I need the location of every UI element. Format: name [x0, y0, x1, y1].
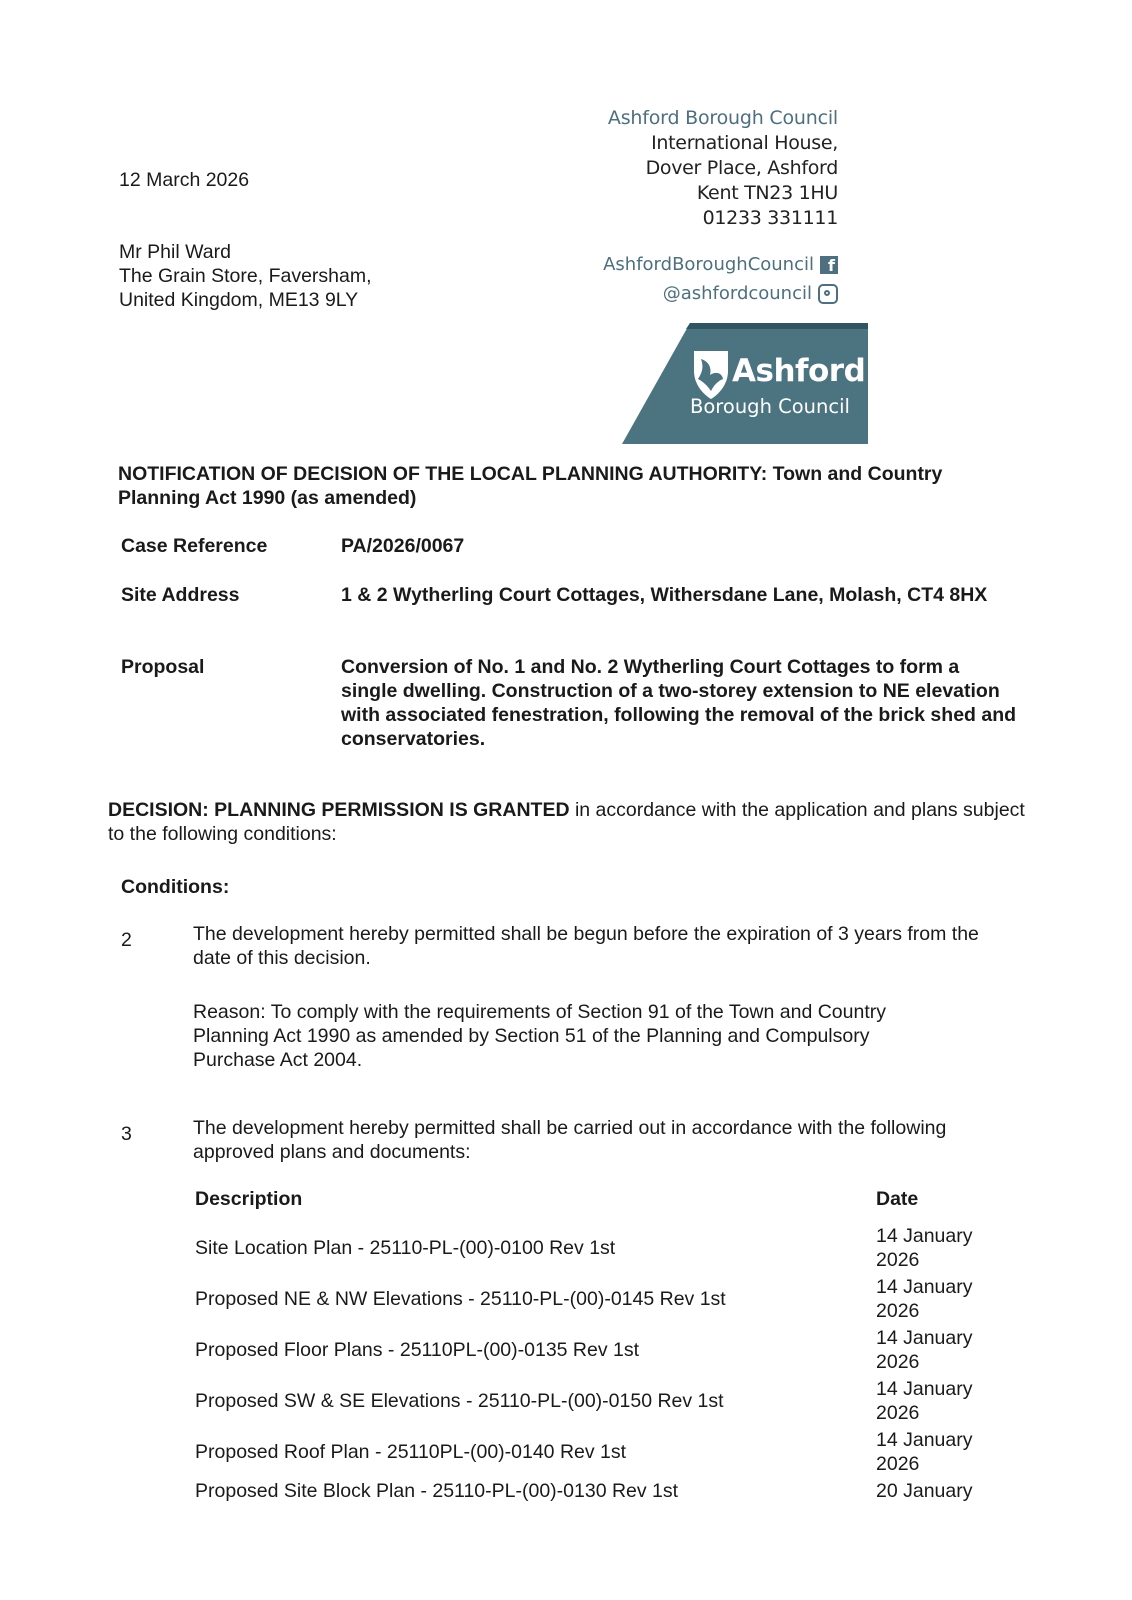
decision-text: in accordance with the application and plans subject to the following conditions: — [108, 799, 1025, 845]
condition-number: 3 — [121, 1123, 132, 1145]
plan-date: 14 January 2026 — [876, 1225, 973, 1271]
case-reference-label: Case Reference — [121, 535, 268, 557]
condition-text: The development hereby permitted shall be carried out in accordance with the following approved plans and documents: — [193, 1117, 947, 1163]
council-address-block — [608, 106, 838, 231]
plan-date: 14 January 2026 — [876, 1276, 973, 1322]
plan-description: Proposed NE & NW Elevations - 25110-PL-(00)-0145 Rev 1st — [195, 1288, 726, 1310]
facebook-handle: AshfordBoroughCouncil — [603, 254, 814, 275]
decision-heading: DECISION: PLANNING PERMISSION IS GRANTED — [108, 799, 570, 821]
plan-description: Proposed Roof Plan - 25110PL-(00)-0140 Rev 1st — [195, 1441, 627, 1463]
recipient-line-1: The Grain Store, Faversham, — [119, 265, 372, 287]
condition-number: 2 — [121, 929, 132, 951]
plan-date: 14 January 2026 — [876, 1327, 973, 1373]
plan-date: 14 January 2026 — [876, 1378, 973, 1424]
proposal-value: Conversion of No. 1 and No. 2 Wytherling Court Cottages to form a single dwelling. Construction of a two-storey extension to NE elevation with associated fenestration, following the removal of the brick shed and conservatories. — [341, 656, 1017, 750]
proposal-label: Proposal — [121, 656, 205, 678]
recipient-line-2: United Kingdom, ME13 9LY — [119, 289, 359, 311]
facebook-icon: f — [820, 256, 838, 274]
condition-text: The development hereby permitted shall be begun before the expiration of 3 years from the date of this decision. — [193, 923, 979, 969]
case-reference-value: PA/2026/0067 — [341, 535, 465, 557]
logo-text-borough-council: Borough Council — [690, 395, 850, 418]
plan-date: 14 January 2026 — [876, 1429, 973, 1475]
council-address-line: Dover Place, Ashford — [645, 157, 838, 179]
recipient-address — [119, 240, 372, 312]
conditions-heading: Conditions: — [121, 876, 230, 898]
table-header-date: Date — [876, 1188, 919, 1210]
logo-text-ashford: Ashford — [732, 353, 866, 389]
site-address-label: Site Address — [121, 584, 240, 606]
plan-date: 20 January — [876, 1480, 973, 1502]
social-links — [603, 250, 838, 308]
instagram-handle: @ashfordcouncil — [662, 283, 812, 304]
table-header-description: Description — [195, 1188, 303, 1210]
council-name: Ashford Borough Council — [607, 107, 838, 129]
recipient-name: Mr Phil Ward — [119, 241, 231, 263]
plan-description: Site Location Plan - 25110-PL-(00)-0100 Rev 1st — [195, 1237, 616, 1259]
notification-title: NOTIFICATION OF DECISION OF THE LOCAL PLANNING AUTHORITY: Town and Country Planning Act 1990 (as amended) — [118, 463, 943, 509]
instagram-icon — [818, 284, 838, 304]
letter-date: 12 March 2026 — [119, 169, 250, 191]
plan-description: Proposed SW & SE Elevations - 25110-PL-(00)-0150 Rev 1st — [195, 1390, 724, 1412]
ashford-borough-council-logo — [622, 323, 868, 444]
condition-reason: Reason: To comply with the requirements of Section 91 of the Town and Country Planning Act 1990 as amended by Section 51 of the Planning and Compulsory Purchase Act 2004. — [193, 1001, 887, 1071]
council-address-line: Kent TN23 1HU — [696, 182, 838, 204]
plan-description: Proposed Site Block Plan - 25110-PL-(00)-0130 Rev 1st — [195, 1480, 679, 1502]
site-address-value: 1 & 2 Wytherling Court Cottages, Withersdane Lane, Molash, CT4 8HX — [341, 584, 988, 606]
instagram-link[interactable] — [603, 279, 838, 308]
council-address-line: International House, — [651, 132, 838, 154]
facebook-link[interactable] — [603, 250, 838, 279]
council-phone: 01233 331111 — [702, 207, 838, 229]
plan-description: Proposed Floor Plans - 25110PL-(00)-0135 Rev 1st — [195, 1339, 640, 1361]
decision-statement — [108, 798, 1028, 846]
